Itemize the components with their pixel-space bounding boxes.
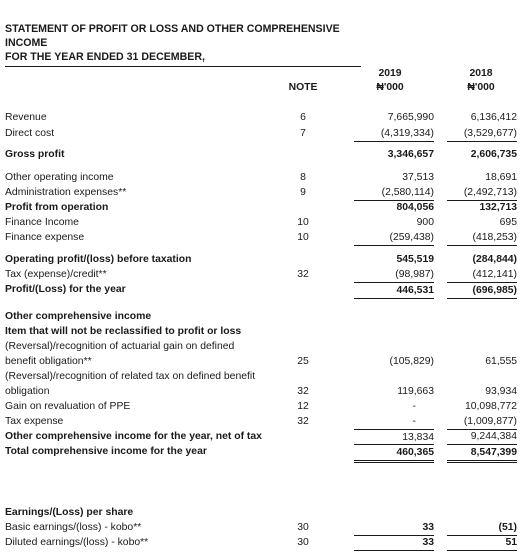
row-label: Basic earnings/(loss) - kobo** xyxy=(5,522,142,533)
row-related-tax-line1 xyxy=(0,369,526,385)
row-note: 30 xyxy=(297,537,309,548)
row-label: Gross profit xyxy=(5,149,65,160)
row-value-2018: (2,492,713) xyxy=(447,185,517,201)
row-note: 32 xyxy=(297,386,309,397)
row-value-2019: (105,829) xyxy=(389,356,434,367)
note-column-header: NOTE xyxy=(288,82,318,93)
row-value-2019: 3,346,657 xyxy=(387,149,434,160)
statement-subtitle: FOR THE YEAR ENDED 31 DECEMBER, xyxy=(5,51,205,63)
year-2019-unit: ₦'000 xyxy=(376,82,404,93)
row-administration-expenses xyxy=(0,185,526,201)
row-note: 30 xyxy=(297,522,309,533)
row-value-2018: 93,934 xyxy=(485,386,517,397)
row-value-2018: 18,691 xyxy=(485,172,517,183)
row-revaluation-gain xyxy=(0,399,526,415)
row-tax-expense-credit xyxy=(0,267,526,283)
row-note: 10 xyxy=(297,217,309,228)
row-label: Direct cost xyxy=(5,128,55,139)
row-value-2019: (4,319,334) xyxy=(354,126,434,142)
row-finance-expense xyxy=(0,230,526,246)
row-direct-cost xyxy=(0,126,526,142)
row-value-2018: (3,529,677) xyxy=(447,126,517,142)
row-value-2019: - xyxy=(412,416,416,427)
row-label: Total comprehensive income for the year xyxy=(5,446,207,457)
row-note: 9 xyxy=(300,187,306,198)
row-total-comprehensive-income xyxy=(0,444,526,460)
row-label: benefit obligation** xyxy=(5,356,92,367)
year-2018-label: 2018 xyxy=(469,68,493,79)
row-finance-income xyxy=(0,215,526,231)
row-value-2019: - xyxy=(412,401,416,412)
row-note: 32 xyxy=(297,269,309,280)
row-value-2018: (418,253) xyxy=(447,230,517,246)
row-value-2018: 6,136,412 xyxy=(470,112,517,123)
row-label: (Reversal)/recognition of related tax on defined benefit xyxy=(5,371,256,382)
row-label: Other operating income xyxy=(5,172,114,183)
row-label: Other comprehensive income xyxy=(5,311,152,322)
row-basic-eps xyxy=(0,520,526,536)
row-note: 6 xyxy=(300,112,306,123)
row-value-2018: 9,244,384 xyxy=(470,431,517,442)
row-value-2018: 51 xyxy=(447,535,517,551)
row-label: Item that will not be reclassified to profit or loss xyxy=(5,326,242,337)
row-value-2018: 10,098,772 xyxy=(464,401,517,412)
row-value-2018: 132,713 xyxy=(479,202,517,213)
row-label: Finance expense xyxy=(5,232,85,243)
row-label: Profit from operation xyxy=(5,202,109,213)
year-2019-header xyxy=(350,67,430,95)
row-value-2018: (1,009,877) xyxy=(447,414,517,430)
row-value-2018: (284,844) xyxy=(472,254,517,265)
row-actuarial-gain xyxy=(0,354,526,370)
row-note: 10 xyxy=(297,232,309,243)
statement-header xyxy=(5,22,361,67)
row-note: 12 xyxy=(297,401,309,412)
row-label: Tax (expense)/credit** xyxy=(5,269,107,280)
row-value-2018: 8,547,399 xyxy=(447,444,517,463)
row-value-2019: 33 xyxy=(354,520,434,536)
row-label: Profit/(Loss) for the year xyxy=(5,284,126,295)
row-label: Tax expense xyxy=(5,416,64,427)
year-2018-header xyxy=(443,67,519,95)
row-label: Administration expenses** xyxy=(5,187,127,198)
row-value-2018: 2,606,735 xyxy=(470,149,517,160)
row-label: Finance Income xyxy=(5,217,79,228)
row-note: 7 xyxy=(300,128,306,139)
row-value-2018: (696,985) xyxy=(447,282,517,299)
row-label: Diluted earnings/(loss) - kobo** xyxy=(5,537,149,548)
row-diluted-eps xyxy=(0,535,526,551)
row-operating-profit-before-tax xyxy=(0,252,526,268)
row-value-2019: 446,531 xyxy=(354,282,434,299)
row-value-2019: 460,365 xyxy=(354,444,434,463)
row-related-tax xyxy=(0,384,526,400)
row-value-2018: 61,555 xyxy=(485,356,517,367)
row-oci-subheading xyxy=(0,324,526,340)
row-value-2019: (259,438) xyxy=(354,230,434,246)
row-oci-heading xyxy=(0,309,526,325)
row-label: Gain on revaluation of PPE xyxy=(5,401,131,412)
row-tax-expense xyxy=(0,414,526,430)
statement-title: STATEMENT OF PROFIT OR LOSS AND OTHER COMPREHENSIVE INCOME xyxy=(5,23,340,49)
year-2019-label: 2019 xyxy=(378,68,402,79)
row-value-2019: 900 xyxy=(416,217,434,228)
row-label: Operating profit/(loss) before taxation xyxy=(5,254,192,265)
row-note: 25 xyxy=(297,356,309,367)
row-value-2018: 695 xyxy=(499,217,517,228)
row-note: 32 xyxy=(297,416,309,427)
row-value-2019: 804,056 xyxy=(396,202,434,213)
row-label: Revenue xyxy=(5,112,47,123)
row-value-2019: 7,665,990 xyxy=(387,112,434,123)
row-gross-profit xyxy=(0,147,526,163)
row-label: Other comprehensive income for the year, net of tax xyxy=(5,431,262,442)
row-label: obligation xyxy=(5,386,50,397)
row-label: (Reversal)/recognition of actuarial gain on defined xyxy=(5,341,235,352)
row-note: 8 xyxy=(300,172,306,183)
row-value-2018: (412,141) xyxy=(472,269,517,280)
row-value-2018: (51) xyxy=(447,520,517,536)
row-other-operating-income xyxy=(0,170,526,186)
row-profit-from-operation xyxy=(0,200,526,216)
row-actuarial-gain-line1 xyxy=(0,339,526,355)
row-value-2019: 119,663 xyxy=(397,386,434,397)
row-value-2019: 37,513 xyxy=(402,172,434,183)
row-value-2019: 13,834 xyxy=(354,429,434,445)
row-revenue xyxy=(0,110,526,126)
year-2018-unit: ₦'000 xyxy=(467,82,495,93)
row-oci-net-of-tax xyxy=(0,429,526,445)
row-profit-for-year xyxy=(0,282,526,298)
row-value-2019: (98,987) xyxy=(395,269,434,280)
row-value-2019: (2,580,114) xyxy=(354,185,434,201)
row-value-2019: 33 xyxy=(354,535,434,551)
row-eps-heading xyxy=(0,505,526,521)
row-label: Earnings/(Loss) per share xyxy=(5,507,134,518)
row-value-2019: 545,519 xyxy=(396,254,434,265)
